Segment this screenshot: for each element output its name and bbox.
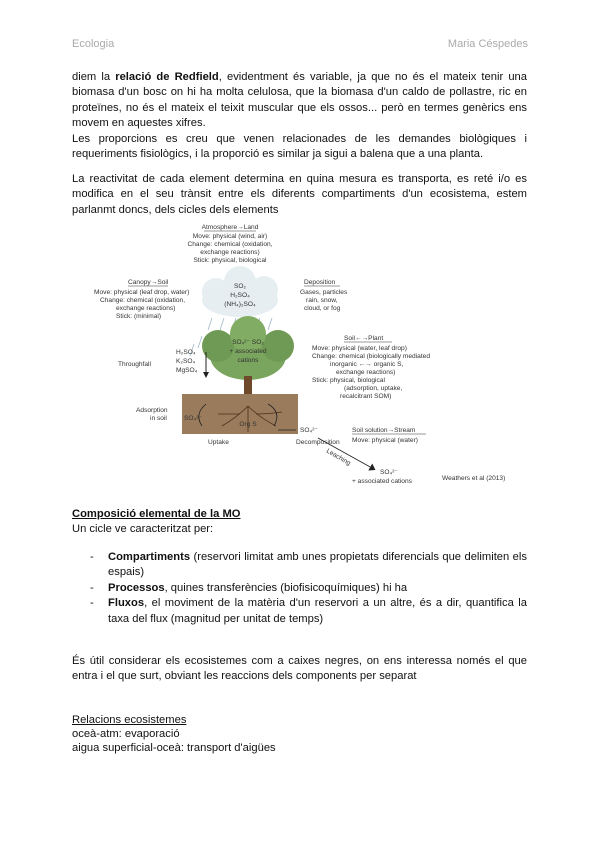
tree-associated: + associated xyxy=(229,348,267,355)
atm-line: exchange reactions) xyxy=(200,249,260,256)
deposition-line: Gases, particles xyxy=(300,289,348,296)
decomp-so4-label: SO₄²⁻ xyxy=(300,427,318,434)
cloud-nh4so4: (NH₄)₂SO₄ xyxy=(224,301,256,308)
list-item xyxy=(72,550,527,581)
atm-line: Stick: physical, biological xyxy=(193,257,267,264)
soil-plant-line: exchange reactions) xyxy=(336,369,396,376)
soil-plant-line: recalcitrant SOM) xyxy=(340,393,392,400)
soil-stream-title: Soil solution→Stream xyxy=(352,427,416,434)
header-author: Maria Céspedes xyxy=(447,38,528,50)
soil-plant-line: Stick: physical, biological xyxy=(312,377,385,384)
canopy-title: Canopy→Soil xyxy=(128,279,169,286)
relation-line: oceà-atm: evaporació xyxy=(72,728,180,740)
cycle-intro: Un cicle ve caracteritzat per: xyxy=(72,523,214,535)
canopy-line: Stick: (minimal) xyxy=(116,313,162,320)
para1-text: diem la xyxy=(72,71,116,83)
deposition-line: cloud, or fog xyxy=(304,305,341,312)
tree-cations: cations xyxy=(237,357,259,364)
canopy-line: Change: chemical (oxidation, xyxy=(100,297,186,304)
throughfall-mgso4: MgSO₄ xyxy=(176,367,198,374)
canopy-line: Move: physical (leaf drop, water) xyxy=(94,289,190,296)
canopy-line: exchange reactions) xyxy=(116,305,176,312)
bullet-text: , el moviment de la matèria d'un reservori a un altre, és a dir, quantifica la taxa del flux (magnitud per unitat de temps) xyxy=(108,597,527,625)
org-s-label: Org S xyxy=(239,421,257,428)
leaching-label: Leaching xyxy=(325,447,352,468)
paragraph-proportions: Les proporcions es creu que venen relacionades de les demandes biològiques i requeriments fisiològics, i la proporció es similar ja sigui a balena que a una planta. xyxy=(72,132,527,161)
throughfall-k2so4: K₂SO₄ xyxy=(176,358,196,365)
throughfall-h2so4: H₂SO₄ xyxy=(176,349,196,356)
throughfall-label: Throughfall xyxy=(118,361,151,368)
leaching-arrow-icon xyxy=(368,464,377,474)
header-course: Ecologia xyxy=(72,38,115,50)
decomposition-label: Decomposition xyxy=(296,439,340,446)
sulfur-cycle-figure xyxy=(90,218,530,490)
stream-so4-label: SO₄²⁻ xyxy=(380,469,398,476)
cloud-h2so4: H₂SO₄ xyxy=(230,292,250,299)
section-title-relations: Relacions ecosistemes xyxy=(72,714,187,726)
para1-text-rest: , evidentment és variable, ja que no és el mateix tenir una biomasa d'un bosc on hi ha molta celulosa, que la biomasa d'un caldo de pollastre, ric en proteïnes, no és el mateix el teixit muscular que els ossos... però en termes genèrics ens movem en aquestes xifres. xyxy=(72,71,527,130)
adsorption-label-2: in soil xyxy=(150,415,167,422)
deposition-title: Deposition xyxy=(304,279,336,286)
bullet-dash: - xyxy=(90,551,94,563)
list-item xyxy=(72,581,527,596)
arrow-down-icon xyxy=(203,372,209,378)
soil-stream-line: Move: physical (water) xyxy=(352,437,418,444)
section-title-composition: Composició elemental de la MO xyxy=(72,508,241,520)
soil-plant-title: Soil←→Plant xyxy=(344,335,384,342)
atm-line: Move: physical (wind, air) xyxy=(192,233,268,240)
figure-credit: Weathers et al (2013) xyxy=(442,475,506,482)
soil-plant-line: Move: physical (water, leaf drop) xyxy=(312,345,407,352)
tree-so4: SO₄²⁻ SO₂ xyxy=(232,339,264,346)
list-item xyxy=(72,596,527,627)
bullet-dash: - xyxy=(90,597,94,610)
cloud-so2: SO₂ xyxy=(233,283,247,290)
bullet-term: Fluxos xyxy=(108,597,145,610)
stream-cations-label: + associated cations xyxy=(352,478,412,485)
uptake-label: Uptake xyxy=(208,439,229,446)
soil-plant-line: (adsorption, uptake, xyxy=(344,385,403,392)
bullet-text: (reservori limitat amb unes propietats diferencials que delimiten els espais) xyxy=(108,551,527,579)
adsorption-label: Adsorption xyxy=(136,407,168,414)
bullet-list xyxy=(72,550,527,627)
soil-plant-line: Change: chemical (biologically mediated xyxy=(312,353,431,360)
paragraph-black-box: És útil considerar els ecosistemes com a caixes negres, on ens interessa només el que entra i el que surt, obviant les reaccions dels components per separat xyxy=(72,655,527,683)
bullet-term: Processos xyxy=(108,581,165,594)
soil-plant-line: inorganic ←→ organic S, xyxy=(330,361,404,368)
relation-line: aigua superficial-oceà: transport d'aigües xyxy=(72,742,276,754)
soil-so4-label: SO₄²⁻ xyxy=(184,415,202,422)
deposition-line: rain, snow, xyxy=(306,297,338,304)
redfield-term: relació de Redfield xyxy=(115,71,219,83)
atm-line: Change: chemical (oxidation, xyxy=(187,241,273,248)
bullet-term: Compartiments xyxy=(108,551,191,563)
atm-title: Atmosphere→Land xyxy=(201,224,259,231)
bullet-dash: - xyxy=(90,581,94,594)
paragraph-reactivity: La reactivitat de cada element determina en quina mesura es transporta, es reté i/o es modifica en el seu trànsit entre els diferents compartiments d'un ecosistema, estem parlanmt doncs, dels cicles dels elements xyxy=(72,173,527,216)
bullet-text: , quines transferències (biofisicoquímiques) hi ha xyxy=(164,581,408,594)
paragraph-redfield xyxy=(72,70,527,162)
